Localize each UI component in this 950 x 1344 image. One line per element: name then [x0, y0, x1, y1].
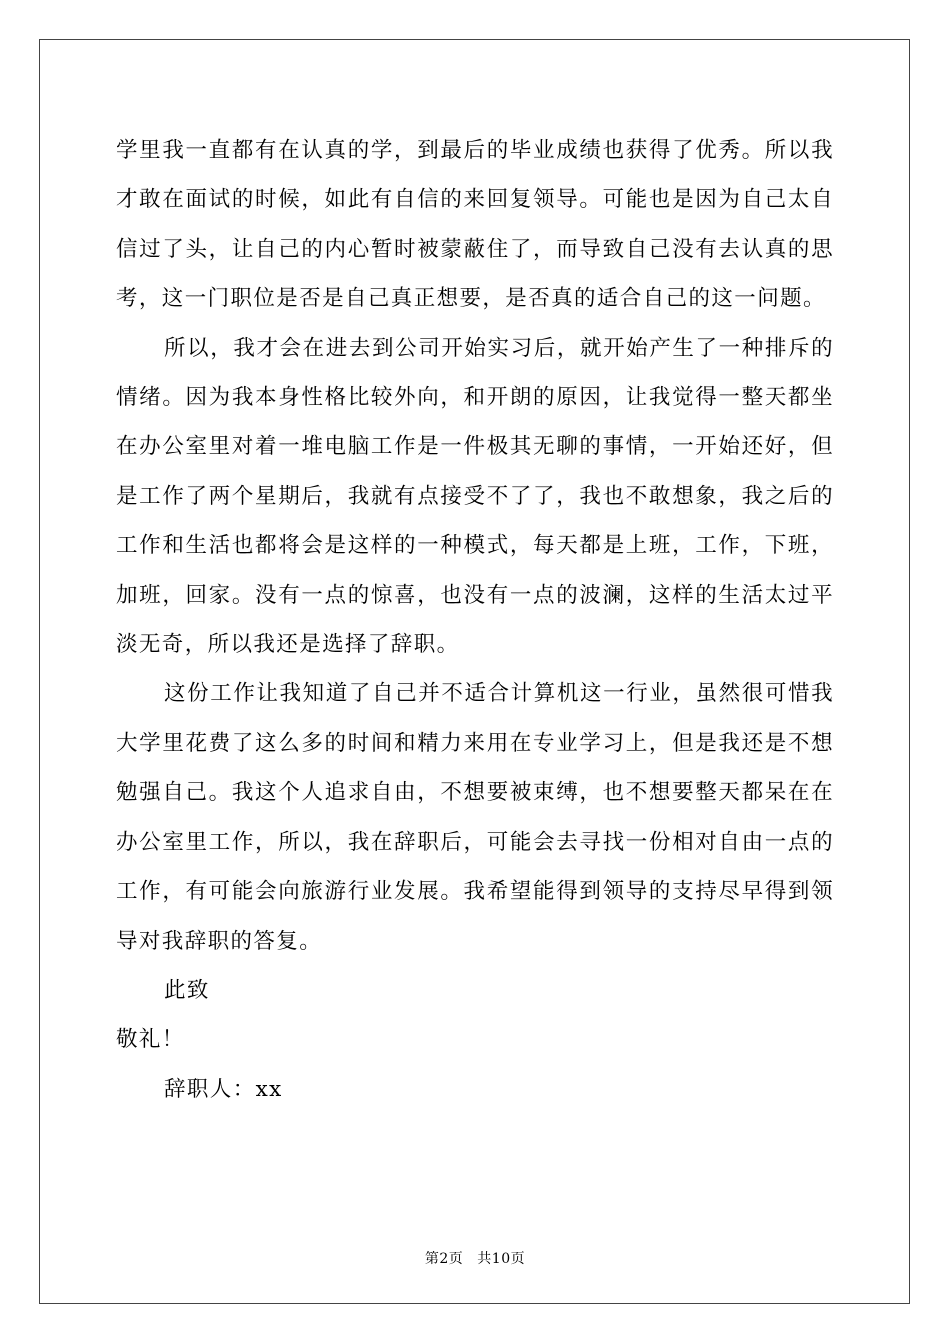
regards: 敬礼！	[116, 1027, 185, 1053]
signature: 辞职人：xx	[164, 1076, 283, 1102]
document-body	[116, 126, 834, 1114]
page-footer	[0, 1248, 950, 1268]
page-number: 第2页	[424, 1251, 464, 1267]
paragraph-1: 学里我一直都有在认真的学，到最后的毕业成绩也获得了优秀。所以我才敢在面试的时候，如此有自信的来回复领导。可能也是因为自己太自信过了头，让自己的内心暂时被蒙蔽住了，而导致自己没有去认真的思考，这一门职位是否是自己真正想要，是否真的适合自己的这一问题。	[116, 138, 834, 312]
page-total: 共10页	[477, 1251, 526, 1267]
paragraph-2: 所以，我才会在进去到公司开始实习后，就开始产生了一种排斥的情绪。因为我本身性格比较外向，和开朗的原因，让我觉得一整天都坐在办公室里对着一堆电脑工作是一件极其无聊的事情，一开始还好，但是工作了两个星期后，我就有点接受不了了，我也不敢想象，我之后的工作和生活也都将会是这样的一种模式，每天都是上班，工作，下班，加班，回家。没有一点的惊喜，也没有一点的波澜，这样的生活太过平淡无奇，所以我还是选择了辞职。	[116, 335, 834, 658]
paragraph-3: 这份工作让我知道了自己并不适合计算机这一行业，虽然很可惜我大学里花费了这么多的时间和精力来用在专业学习上，但是我还是不想勉强自己。我这个人追求自由，不想要被束缚，也不想要整天都呆在在办公室里工作，所以，我在辞职后，可能会去寻找一份相对自由一点的工作，有可能会向旅游行业发展。我希望能得到领导的支持尽早得到领导对我辞职的答复。	[116, 681, 834, 954]
salutation: 此致	[164, 977, 210, 1003]
